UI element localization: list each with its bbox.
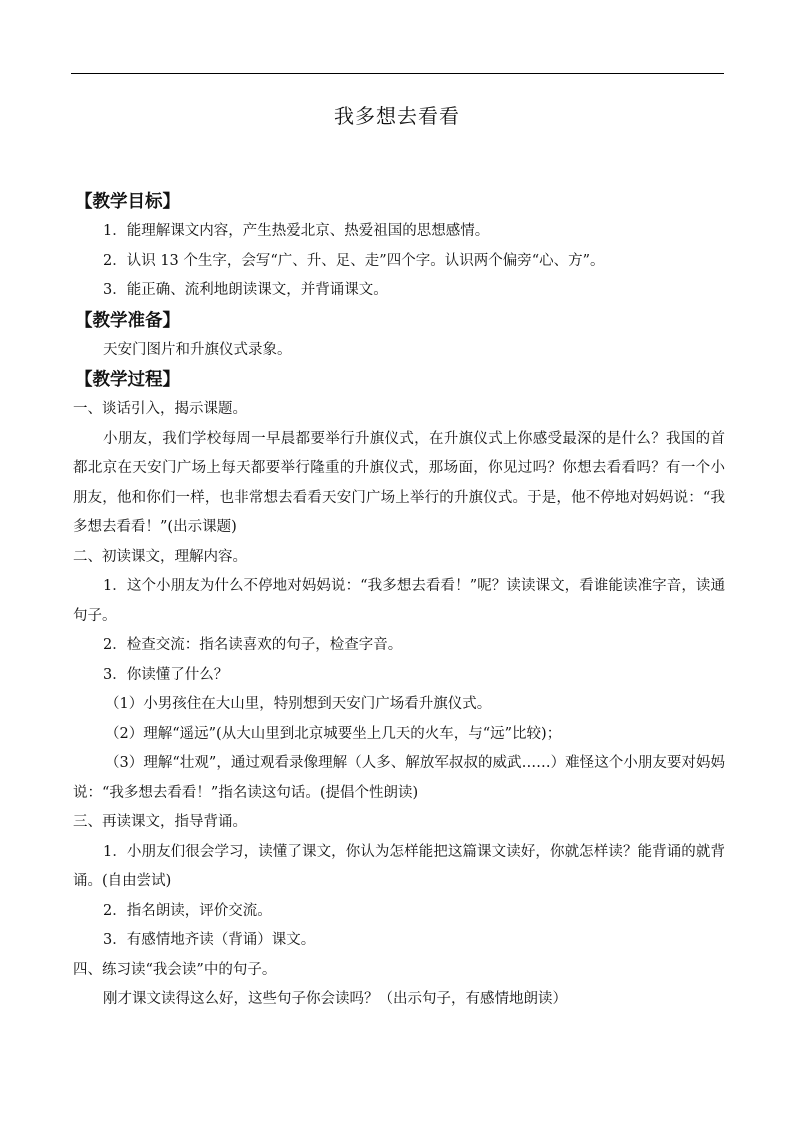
sub-item: （1）小男孩住在大山里，特别想到天安门广场看升旗仪式。 <box>105 696 492 712</box>
prep-text: 天安门图片和升旗仪式录象。 <box>103 341 292 358</box>
sub-item: （2）理解“遥远”(从大山里到北京城要坐上几天的火车，与“远”比较)； <box>105 725 562 742</box>
document-title: 我多想去看看 <box>334 104 460 128</box>
step-item: 3．有感情地齐读（背诵）课文。 <box>103 932 316 948</box>
goal-item: 3．能正确、流利地朗读课文，并背诵课文。 <box>103 282 388 298</box>
step-title: 二、初读课文，理解内容。 <box>73 548 247 565</box>
step-item: 3．你读懂了什么？ <box>103 666 229 683</box>
step-paragraph: 刚才课文读得这么好，这些句子你会读吗？（出示句子，有感情地朗读） <box>103 991 567 1007</box>
section-heading-prep: 【教学准备】 <box>75 310 180 331</box>
sub-item: （3）理解“壮观”，通过观看录像理解（人多、解放军叔叔的威武……）难怪这个小朋友要对妈妈说：“我多想去看看！”指名读这句话。(提倡个性朗读) <box>73 755 725 801</box>
section-heading-process: 【教学过程】 <box>75 370 180 390</box>
step-item: 2．检查交流：指名读喜欢的句子，检查字音。 <box>103 637 403 653</box>
step-paragraph: 小朋友，我们学校每周一早晨都要举行升旗仪式，在升旗仪式上你感受最深的是什么？我国的首都北京在天安门广场上每天都要举行隆重的升旗仪式，那场面，你见过吗？你想去看看吗？有一个小朋友，他和你们一样，也非常想去看看天安门广场上举行的升旗仪式。于是，他不停地对妈妈说：“我多想去看看！”(出示课题) <box>73 430 725 535</box>
header-rule <box>71 73 724 74</box>
step-title: 四、练习读“我会读”中的句子。 <box>73 961 277 978</box>
step-item: 1．小朋友们很会学习，读懂了课文，你认为怎样能把这篇课文读好，你就怎样读？能背诵的就背诵。(自由尝试) <box>73 843 725 889</box>
goal-item: 1．能理解课文内容，产生热爱北京、热爱祖国的思想感情。 <box>103 223 490 239</box>
goal-item: 2．认识 13 个生字，会写“广、升、足、走”四个字。认识两个偏旁“心、方”。 <box>103 252 605 269</box>
step-item: 2．指名朗读，评价交流。 <box>103 902 272 919</box>
document-body <box>73 187 725 1015</box>
step-item: 1．这个小朋友为什么不停地对妈妈说：“我多想去看看！”呢？读读课文，看谁能读准字音，读通句子。 <box>73 578 725 624</box>
section-heading-goals: 【教学目标】 <box>75 192 180 212</box>
step-title: 一、谈话引入，揭示课题。 <box>73 401 247 417</box>
step-title: 三、再读课文，指导背诵。 <box>73 814 247 830</box>
